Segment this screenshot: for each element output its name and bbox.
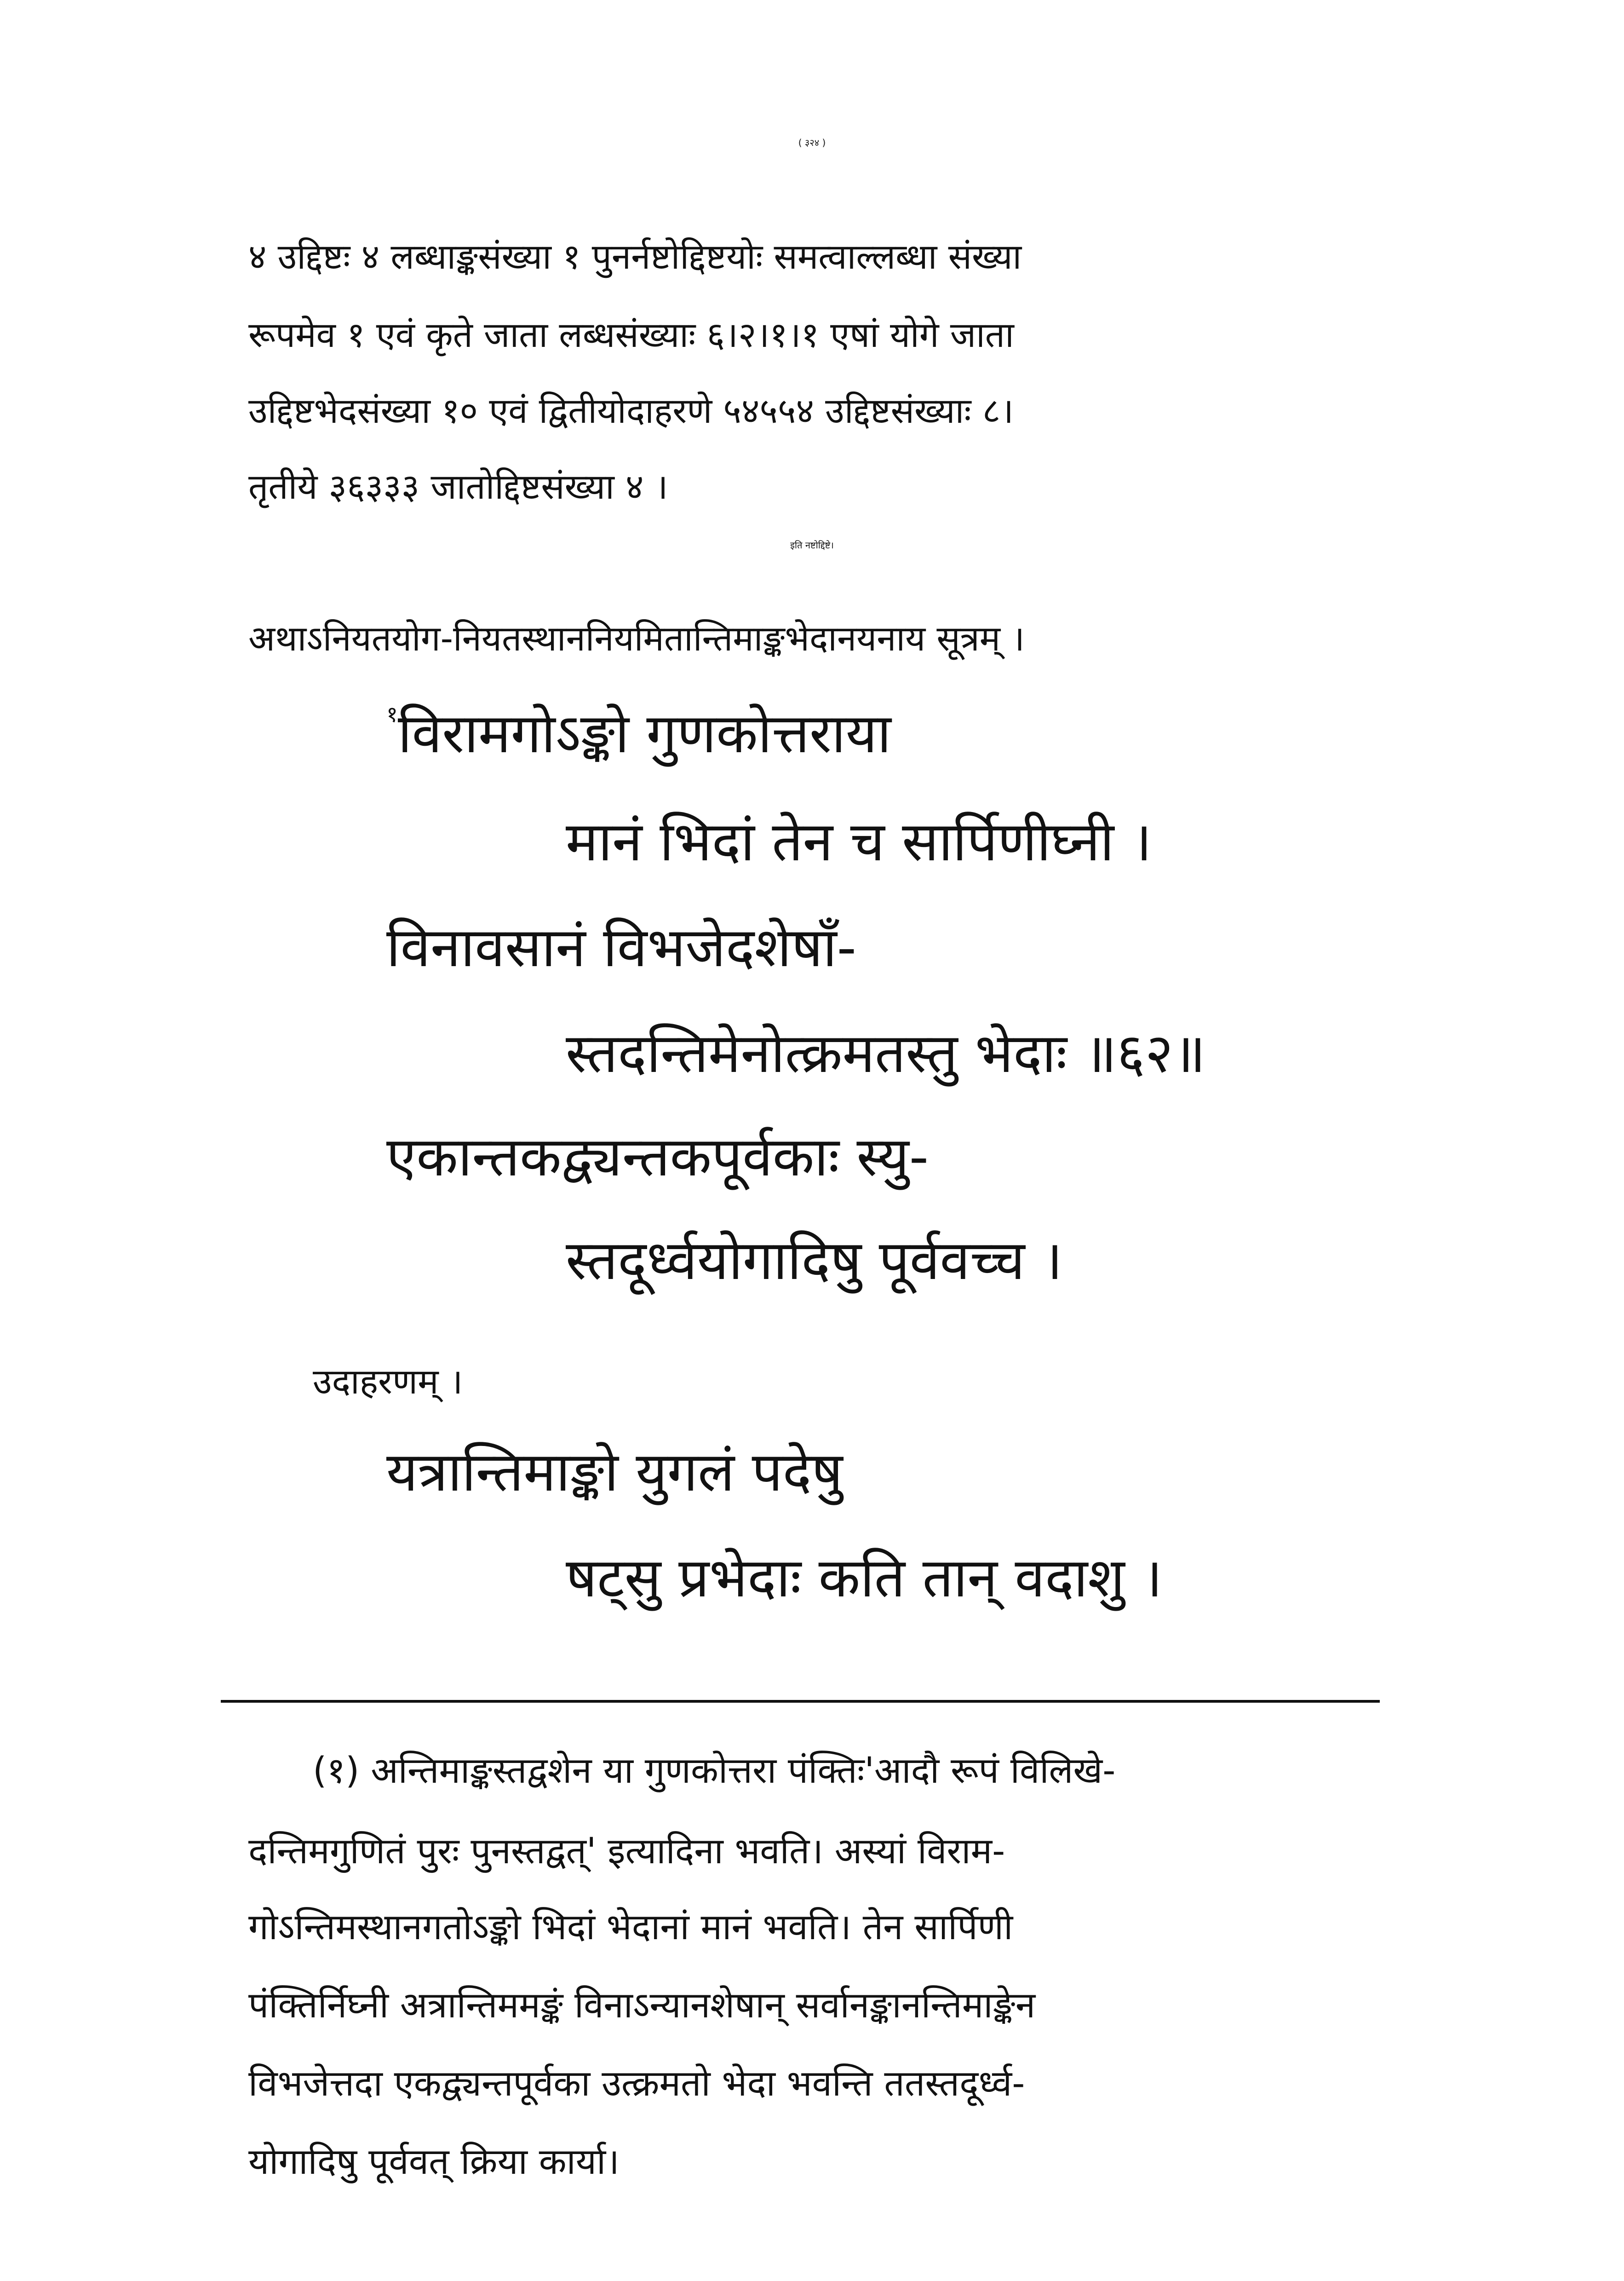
prose-line-1: ४ उद्दिष्टः ४ लब्धाङ्कसंख्या १ पुनर्नष्टोद्दिष्टयोः समत्वाल्लब्धा संख्या <box>248 236 1022 277</box>
verse-line-3: विनावसानं विभजेदशेषाँ- <box>386 916 857 979</box>
verse-line-4: स्तदन्तिमेनोत्क्रमतस्तु भेदाः ॥६२॥ <box>566 1021 1206 1085</box>
footnote-line-5: विभजेत्तदा एकद्व्यन्तपूर्वका उत्क्रमतो भेदा भवन्ति ततस्तदूर्ध्व- <box>248 2063 1025 2104</box>
footnote-line-1: (१) अन्तिमाङ्कस्तद्वशेन या गुणकोत्तरा पंक्तिः'आदौ रूपं विलिखे- <box>313 1750 1116 1791</box>
footnote-divider <box>221 1700 1380 1703</box>
prose-line-2: रूपमेव १ एवं कृते जाता लब्धसंख्याः ६।२।१।१ एषां योगे जाता <box>248 314 1014 355</box>
prose-line-4: तृतीये ३६३३३ जातोद्दिष्टसंख्या ४ । <box>248 466 668 507</box>
verse-line-1 <box>386 702 891 765</box>
footnote-line-3: गोऽन्तिमस्थानगतोऽङ्को भिदां भेदानां मानं भवति। तेन सार्पिणी <box>248 1907 1013 1948</box>
example-line-2: षट्सु प्रभेदाः कति तान् वदाशु । <box>566 1546 1163 1609</box>
verse-line-6: स्तदूर्ध्वयोगादिषु पूर्ववच्च । <box>566 1228 1063 1292</box>
footnote-line-2: दन्तिमगुणितं पुरः पुनस्तद्वत्' इत्यादिना भवति। अस्यां विराम- <box>248 1831 1005 1872</box>
footnote-line-6: योगादिषु पूर्ववत् क्रिया कार्या। <box>248 2141 620 2183</box>
sutra-intro: अथाऽनियतयोग-नियतस्थाननियमितान्तिमाङ्कभेदानयनाय सूत्रम् । <box>248 618 1025 659</box>
verse-line-1-text: विरामगोऽङ्को गुणकोत्तराया <box>397 702 891 765</box>
footnote-marker: १ <box>386 702 398 727</box>
verse-line-2: मानं भिदां तेन च सार्पिणीघ्नी । <box>566 810 1152 873</box>
example-line-1: यत्रान्तिमाङ्को युगलं पदेषु <box>386 1440 843 1503</box>
section-end-heading: इति नष्टोद्दिष्टे। <box>790 540 834 551</box>
footnote-line-4: पंक्तिर्निघ्नी अत्रान्तिममङ्कं विनाऽन्यानशेषान् सर्वानङ्कानन्तिमाङ्केन <box>248 1985 1036 2026</box>
page-number: ( ३२४ ) <box>798 137 826 148</box>
example-heading: उदाहरणम् । <box>313 1361 463 1402</box>
verse-line-5: एकान्तकद्व्यन्तकपूर्वकाः स्यु- <box>386 1125 929 1188</box>
prose-line-3: उद्दिष्टभेदसंख्या १० एवं द्वितीयोदाहरणे ५४५५४ उद्दिष्टसंख्याः ८। <box>248 390 1014 431</box>
